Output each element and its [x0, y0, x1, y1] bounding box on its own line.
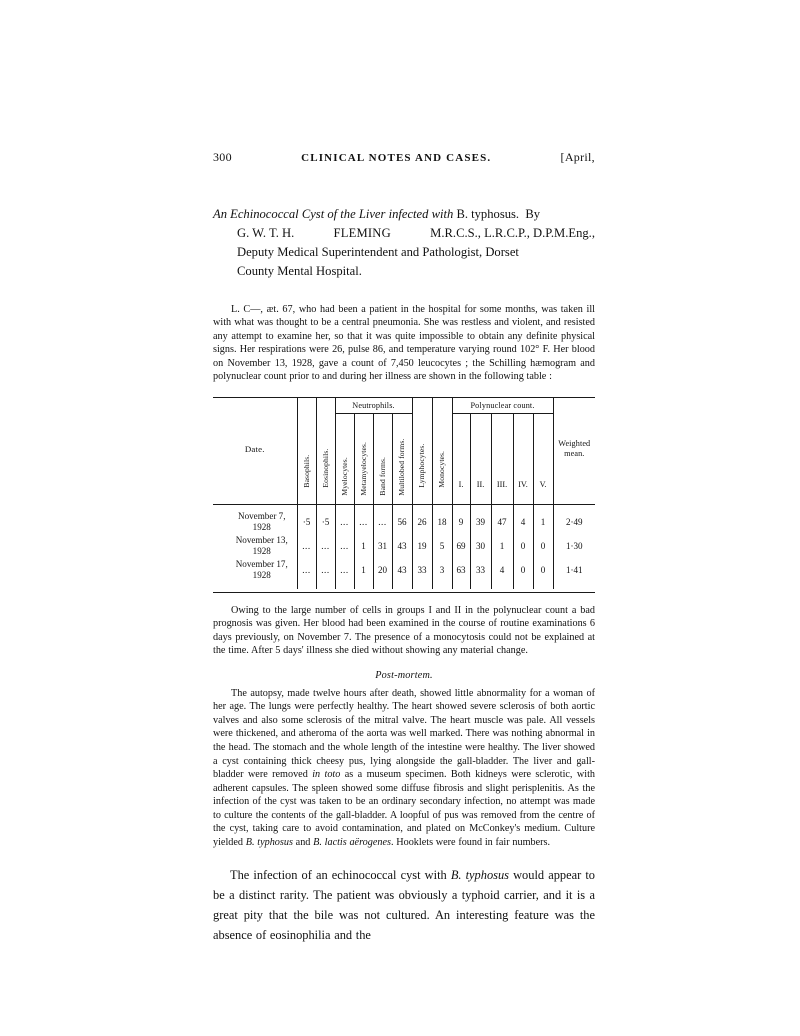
cell-p4-2: 0	[513, 558, 533, 588]
article-affiliation-line-2: County Mental Hospital.	[237, 264, 362, 279]
weighted-mean-line-1: Weighted	[558, 438, 591, 448]
cell-basophils-0: ·5	[297, 504, 316, 534]
vheader-monocytes	[432, 397, 452, 500]
cell-p3-2: 4	[491, 558, 513, 588]
table-row	[213, 558, 595, 588]
vheader-label-myelocytes: Myelocytes.	[339, 457, 349, 496]
roman-header-ii: II.	[470, 469, 491, 500]
blood-count-table	[213, 397, 595, 593]
cell-p4-1: 0	[513, 534, 533, 558]
table-group-header-row	[213, 397, 595, 413]
paragraph-closing	[213, 865, 595, 945]
row-date-line2-0: 1928	[252, 522, 271, 533]
vheader-label-band-forms: Band forms.	[377, 457, 387, 496]
cell-band-forms-2: 20	[373, 558, 392, 588]
cell-band-forms-1: 31	[373, 534, 392, 558]
running-head-signature: [April,	[560, 150, 595, 164]
cell-myelocytes-2: ...	[335, 558, 354, 588]
roman-header-iv: IV.	[513, 469, 533, 500]
cell-p5-0: 1	[533, 504, 553, 534]
polynuclear-spacer-1	[452, 413, 470, 469]
vheader-lymphocytes	[412, 397, 432, 500]
row-date-line1-2: November 17,	[235, 559, 288, 570]
cell-p1-0: 9	[452, 504, 470, 534]
vheader-label-multilobed-forms: Multilobed forms.	[397, 438, 407, 496]
article-author-line	[213, 224, 595, 243]
polynuclear-spacer-3	[491, 413, 513, 469]
article-by-word: By	[525, 207, 541, 221]
polynuclear-spacer-5	[533, 413, 553, 469]
table-row	[213, 504, 595, 534]
bottom-rule-c1	[297, 589, 316, 593]
bottom-rule-c8	[432, 589, 452, 593]
paragraph-case-history: L. C—, æt. 67, who had been a patient in the hospital for some months, was taken ill with what was thought to be a central pneumonia. She was restless and violent, and resisted any attempt to examine her, so that it was quite impossible to obtain any definite physical signs. Her respirations were 26, pulse 86, and temperature varying round 102° F. Her blood on November 13, 1928, gave a count of 7,450 leucocytes ; the Schilling hæmogram and polynuclear count prior to and during her illness are shown in the following table :	[213, 303, 595, 383]
author-surname: FLEMING	[333, 226, 391, 241]
article-title-organism: B. typhosus.	[456, 207, 520, 221]
page-folio: 300	[213, 150, 232, 164]
cell-p1-1: 69	[452, 534, 470, 558]
vheader-band-forms	[373, 413, 392, 500]
weighted-mean-header-cell	[553, 397, 595, 500]
cell-myelocytes-1: ...	[335, 534, 354, 558]
bottom-rule-c11	[491, 589, 513, 593]
cell-monocytes-1: 5	[432, 534, 452, 558]
vheader-eosinophils	[316, 397, 335, 500]
row-date-line1-0: November 7,	[238, 510, 286, 521]
weighted-mean-line-2: mean.	[564, 448, 585, 458]
running-head	[213, 150, 595, 165]
group-header-polynuclear: Polynuclear count.	[452, 397, 553, 413]
table-row	[213, 534, 595, 558]
row-date-0	[213, 504, 297, 534]
cell-myelocytes-0: ...	[335, 504, 354, 534]
group-header-neutrophils: Neutrophils.	[335, 397, 412, 413]
vheader-label-eosinophils: Eosinophils.	[320, 448, 330, 488]
polynuclear-spacer-2	[470, 413, 491, 469]
pm-text-b: as a museum specimen. Both kidneys were sclerotic, with adherent capsules. The spleen showed some diffuse fibrosis and slight perisplenitis. As the infection of the cyst was taken to be an ordinary secondary infection, no attempt was made to culture the contents of the gall-bladder. A loopful of pus was removed from the centre of the cyst, taking care to avoid contamination, and plated on McConkey's medium. Culture yielded	[213, 769, 595, 848]
paragraph-postmortem	[213, 687, 595, 850]
article-title-line-1	[213, 205, 595, 224]
pm-italic-b-lactis: B. lactis aërogenes	[313, 836, 391, 848]
roman-header-iii: III.	[491, 469, 513, 500]
pm-text-c: and	[292, 836, 314, 848]
cell-basophils-1: ...	[297, 534, 316, 558]
article-affiliation-line-1	[213, 243, 595, 262]
vheader-multilobed-forms	[392, 413, 412, 500]
bottom-rule-c14	[553, 589, 595, 593]
bottom-rule-c7	[412, 589, 432, 593]
blood-table-container	[213, 397, 595, 593]
weighted-mean-header	[554, 439, 596, 460]
cell-metamyelocytes-2: 1	[354, 558, 373, 588]
date-header-label: Date.	[244, 443, 265, 454]
cell-p4-0: 4	[513, 504, 533, 534]
vheader-myelocytes	[335, 413, 354, 500]
cell-p5-1: 0	[533, 534, 553, 558]
bottom-rule-c6	[392, 589, 412, 593]
row-date-line2-1: 1928	[252, 546, 271, 557]
cell-eosinophils-0: ·5	[316, 504, 335, 534]
cell-monocytes-0: 18	[432, 504, 452, 534]
cell-p2-0: 39	[470, 504, 491, 534]
article-title-italic: An Echinococcal Cyst of the Liver infected with	[213, 207, 454, 221]
closing-text-b: would appear to be a distinct rarity. The patient was obviously a typhoid carrier, and it is a great pity that the bile was not cultured. An interesting feature was the absence of eosinophilia and the	[213, 867, 595, 942]
vheader-label-metamyelocytes: Metamyelocytes.	[358, 442, 368, 496]
bottom-rule-c4	[354, 589, 373, 593]
bottom-rule-c13	[533, 589, 553, 593]
text-column	[213, 150, 595, 945]
cell-p2-2: 33	[470, 558, 491, 588]
bottom-rule-c12	[513, 589, 533, 593]
affiliation-text-1: Deputy Medical Superintendent and Pathologist, Dorset	[237, 245, 519, 260]
cell-metamyelocytes-1: 1	[354, 534, 373, 558]
roman-header-v: V.	[533, 469, 553, 500]
table-bottom-rule-row	[213, 589, 595, 593]
cell-eosinophils-2: ...	[316, 558, 335, 588]
cell-weighted-mean-1: 1·30	[553, 534, 595, 558]
bottom-rule-c2	[316, 589, 335, 593]
cell-multilobed-forms-0: 56	[392, 504, 412, 534]
author-initials: G. W. T. H.	[237, 226, 295, 241]
date-header-cell	[213, 397, 297, 500]
pm-italic-b-typhosus: B. typhosus	[245, 836, 293, 848]
bottom-rule-c5	[373, 589, 392, 593]
row-date-1	[213, 534, 297, 558]
cell-weighted-mean-2: 1·41	[553, 558, 595, 588]
cell-lymphocytes-0: 26	[412, 504, 432, 534]
row-date-line2-2: 1928	[252, 570, 271, 581]
cell-lymphocytes-1: 19	[412, 534, 432, 558]
closing-text-a: The infection of an echinococcal cyst with	[230, 867, 451, 882]
cell-p3-0: 47	[491, 504, 513, 534]
cell-p2-1: 30	[470, 534, 491, 558]
bottom-rule-c10	[470, 589, 491, 593]
roman-header-i: I.	[452, 469, 470, 500]
polynuclear-spacer-4	[513, 413, 533, 469]
row-date-2	[213, 558, 297, 588]
closing-italic-b-typhosus: B. typhosus	[450, 867, 509, 882]
bottom-rule-c9	[452, 589, 470, 593]
cell-p5-2: 0	[533, 558, 553, 588]
cell-metamyelocytes-0: ...	[354, 504, 373, 534]
vheader-label-monocytes: Monocytes.	[437, 451, 447, 488]
vheader-basophils	[297, 397, 316, 500]
cell-basophils-2: ...	[297, 558, 316, 588]
cell-p3-1: 1	[491, 534, 513, 558]
cell-band-forms-0: ...	[373, 504, 392, 534]
paragraph-after-table: Owing to the large number of cells in groups I and II in the polynuclear count a bad prognosis was given. Her blood had been examined in the course of routine examinations 6 days previously, on November 7. The presence of a monocytosis could not be explained at the time. After 5 days' illness she died without showing any material change.	[213, 604, 595, 657]
vheader-metamyelocytes	[354, 413, 373, 500]
cell-eosinophils-1: ...	[316, 534, 335, 558]
cell-multilobed-forms-1: 43	[392, 534, 412, 558]
pm-text-a: The autopsy, made twelve hours after death, showed little abnormality for a woman of her age. The lungs were perfectly healthy. The heart showed severe sclerosis of both aortic valves and also some sclerosis of the mitral valve. The heart muscle was pale. All vessels were thickened, and atheroma of the aorta was well marked. There was nothing abnormal in the head. The stomach and the whole length of the intestine were healthy. The liver showed a cyst containing thick cheesy pus, lying alongside the gall-bladder. The liver and gall-bladder were removed	[213, 687, 595, 781]
cell-multilobed-forms-2: 43	[392, 558, 412, 588]
pm-italic-in-toto: in toto	[312, 769, 341, 781]
bottom-rule-c3	[335, 589, 354, 593]
cell-weighted-mean-0: 2·49	[553, 504, 595, 534]
cell-p1-2: 63	[452, 558, 470, 588]
bottom-rule-date	[213, 589, 297, 593]
article-title-block	[213, 205, 595, 282]
pm-text-d: . Hooklets were found in fair numbers.	[390, 836, 551, 848]
vheader-label-basophils: Basophils.	[301, 455, 311, 488]
running-head-title: CLINICAL NOTES AND CASES.	[301, 152, 492, 164]
cell-monocytes-2: 3	[432, 558, 452, 588]
row-date-line1-1: November 13,	[235, 535, 288, 546]
author-degrees: M.R.C.S., L.R.C.P., D.P.M.Eng.,	[430, 226, 595, 241]
postmortem-heading: Post-mortem.	[375, 669, 433, 681]
cell-lymphocytes-2: 33	[412, 558, 432, 588]
vheader-label-lymphocytes: Lymphocytes.	[417, 443, 427, 488]
